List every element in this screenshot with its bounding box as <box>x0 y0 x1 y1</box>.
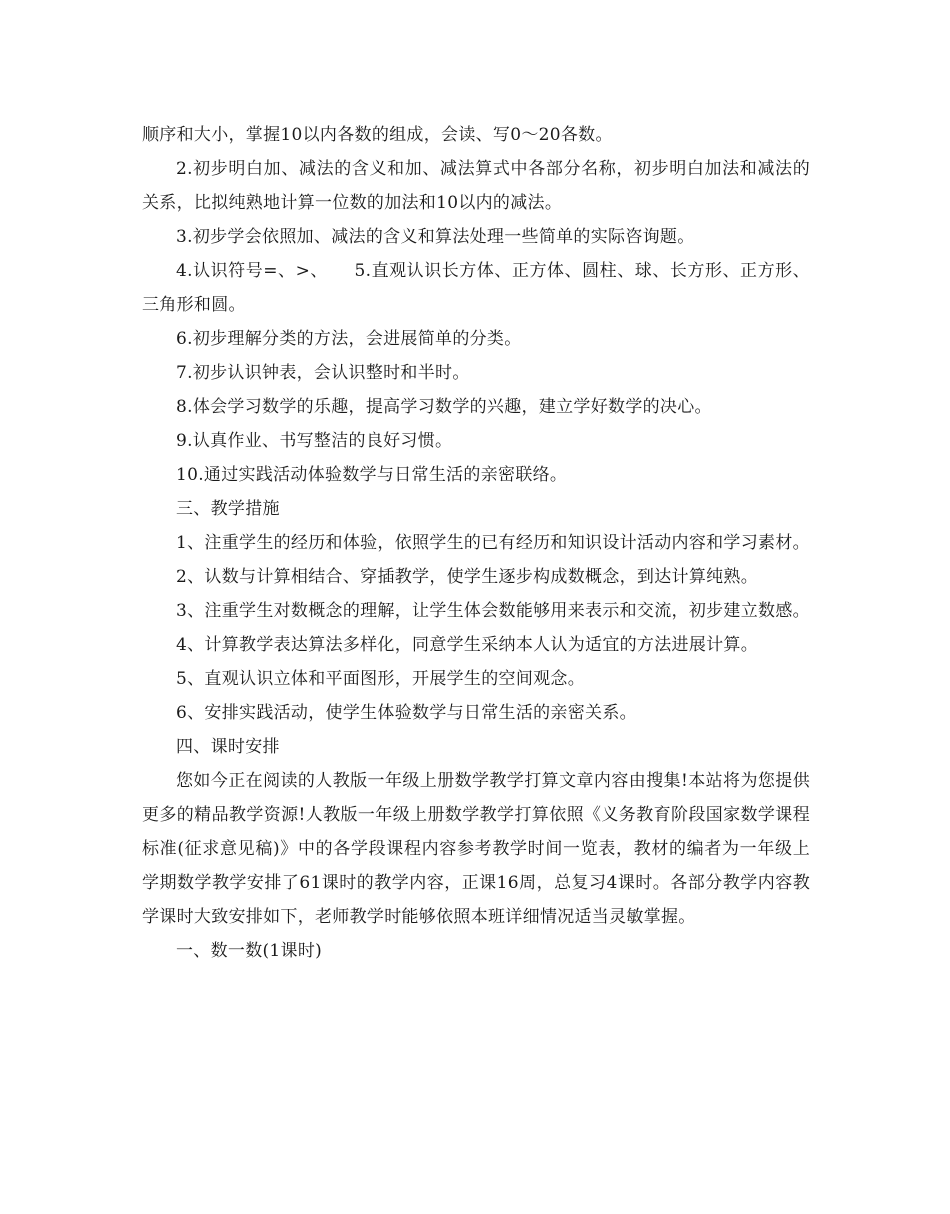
section-heading-teaching-measures: 三、教学措施 <box>176 499 280 519</box>
paragraph-5: 6.初步理解分类的方法，会进展简单的分类。 <box>176 329 522 349</box>
paragraph-15: 5、直观认识立体和平面图形，开展学生的空间观念。 <box>176 669 586 689</box>
paragraph-11: 1、注重学生的经历和体验，依照学生的已有经历和知识设计活动内容和学习素材。 <box>176 533 810 553</box>
paragraph-7: 8.体会学习数学的乐趣，提高学习数学的兴趣，建立学好数学的决心。 <box>176 397 712 417</box>
paragraph-1: 顺序和大小，掌握10以内各数的组成，会读、写0～20各数。 <box>142 125 613 145</box>
paragraph-12: 2、认数与计算相结合、穿插教学，使学生逐步构成数概念，到达计算纯熟。 <box>176 567 759 587</box>
section-heading-count: 一、数一数(1课时) <box>176 941 323 961</box>
paragraph-16: 6、安排实践活动，使学生体验数学与日常生活的亲密关系。 <box>176 703 637 723</box>
paragraph-4: 4.认识符号=、>、 5.直观认识长方体、正方体、圆柱、球、长方形、正方形、三角形和圆。 <box>142 261 810 315</box>
paragraph-9: 10.通过实践活动体验数学与日常生活的亲密联络。 <box>176 465 568 485</box>
paragraph-6: 7.初步认识钟表，会认识整时和半时。 <box>176 363 470 383</box>
paragraph-18: 您如今正在阅读的人教版一年级上册数学教学打算文章内容由搜集!本站将为您提供更多的精品教学资源!人教版一年级上册数学教学打算依照《义务教育阶段国家数学课程标准(征求意见稿)》中的各学段课程内容参考教学时间一览表，教材的编者为一年级上学期数学教学安排了61课时的教学内容，正课16周，总复习4课时。各部分教学内容教学课时大致安排如下，老师教学时能够依照本班详细情况适当灵敏掌握。 <box>142 771 810 927</box>
paragraph-8: 9.认真作业、书写整洁的良好习惯。 <box>176 431 453 451</box>
document-body <box>142 118 810 968</box>
paragraph-2: 2.初步明白加、减法的含义和加、减法算式中各部分名称，初步明白加法和减法的关系，比拟纯熟地计算一位数的加法和10以内的减法。 <box>142 159 810 213</box>
paragraph-3: 3.初步学会依照加、减法的含义和算法处理一些简单的实际咨询题。 <box>176 227 695 247</box>
section-heading-schedule: 四、课时安排 <box>176 737 280 757</box>
paragraph-13: 3、注重学生对数概念的理解，让学生体会数能够用来表示和交流，初步建立数感。 <box>176 601 810 621</box>
paragraph-14: 4、计算教学表达算法多样化，同意学生采纳本人认为适宜的方法进展计算。 <box>176 635 759 655</box>
